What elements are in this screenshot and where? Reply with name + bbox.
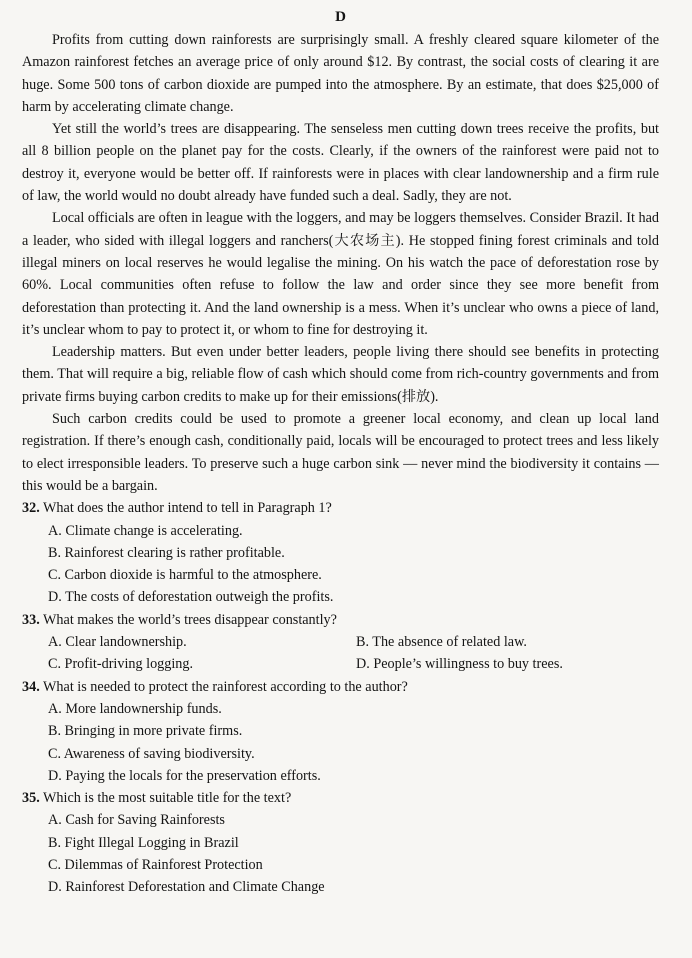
question-stem: What does the author intend to tell in Paragraph 1? xyxy=(43,500,332,517)
paragraph-1: Profits from cutting down rainforests are surprisingly small. A freshly cleared square kilometer of the Amazon rainforest fetches an average price of only around $12. By contrast, the social costs of clearing it are huge. Some 500 tons of carbon dioxide are pumped into the atmosphere. By an estimate, that does $25,000 of harm by accelerating climate change. xyxy=(22,32,659,115)
section-letter: D xyxy=(335,9,346,25)
option-d: D. People’s willingness to buy trees. xyxy=(356,656,563,673)
question-34 xyxy=(22,676,659,787)
option-a: A. Climate change is accelerating. xyxy=(48,522,243,539)
option-list xyxy=(22,520,659,609)
option-a: A. More landownership funds. xyxy=(48,700,222,717)
question-stem: What makes the world’s trees disappear constantly? xyxy=(43,611,337,628)
option-c: C. Awareness of saving biodiversity. xyxy=(48,745,255,762)
paragraph-4: Leadership matters. But even under better leaders, people living there should see benefits in protecting them. That will require a big, reliable flow of cash which should come from rich-country governments and from private firms buying carbon credits to make up for their emissions(排放). xyxy=(22,344,659,405)
question-stem: What is needed to protect the rainforest according to the author? xyxy=(43,678,408,695)
option-c: C. Dilemmas of Rainforest Protection xyxy=(48,856,263,873)
option-list xyxy=(22,631,659,676)
option-d: D. Paying the locals for the preservation efforts. xyxy=(48,767,321,784)
option-c: C. Profit-driving logging. xyxy=(48,656,194,673)
paragraph-2: Yet still the world’s trees are disappearing. The senseless men cutting down trees receive the profits, but all 8 billion people on the planet pay for the costs. Clearly, if the owners of the rainforest were paid not to destroy it, everyone would be better off. If rainforests were in places with clear landownership and a firm rule of law, the world would no doubt already have funded such a deal. Sadly, they are not. xyxy=(22,121,659,205)
paragraph-3: Local officials are often in league with the loggers, and may be loggers themselves. Consider Brazil. It had a leader, who sided with illegal loggers and ranchers(大农场主). He stopped fining forest criminals and told illegal miners on local reserves he would legalise the mining. On his watch the pace of deforestation rose by 60%. Local communities often refuse to follow the law and order since they see more benefit from deforestation than protecting it. And the land ownership is a mess. When it’s unclear who owns a piece of land, it’s unclear whom to pay to protect it, or whom to fine for destroying it. xyxy=(22,210,659,338)
option-b: B. Fight Illegal Logging in Brazil xyxy=(48,834,239,851)
question-number: 33. xyxy=(22,611,40,628)
option-b: B. Rainforest clearing is rather profitable. xyxy=(48,544,285,561)
option-b: B. The absence of related law. xyxy=(356,634,527,651)
question-32 xyxy=(22,497,659,608)
paragraph-5: Such carbon credits could be used to promote a greener local economy, and clean up local land registration. If there’s enough cash, conditionally paid, locals will be encouraged to protect trees and less likely to elect irresponsible leaders. To preserve such a huge carbon sink — never mind the biodiversity it contains — this would be a bargain. xyxy=(22,411,659,494)
question-number: 32. xyxy=(22,500,40,517)
option-list xyxy=(22,809,659,898)
question-35 xyxy=(22,787,659,898)
question-stem: Which is the most suitable title for the text? xyxy=(43,790,292,807)
option-a: A. Cash for Saving Rainforests xyxy=(48,812,225,829)
option-a: A. Clear landownership. xyxy=(48,634,187,651)
passage xyxy=(22,29,659,497)
option-list xyxy=(22,698,659,787)
question-33 xyxy=(22,609,659,676)
option-d: D. The costs of deforestation outweigh the profits. xyxy=(48,589,334,606)
option-d: D. Rainforest Deforestation and Climate Change xyxy=(48,879,325,896)
question-number: 35. xyxy=(22,790,40,807)
option-c: C. Carbon dioxide is harmful to the atmosphere. xyxy=(48,567,322,584)
option-b: B. Bringing in more private firms. xyxy=(48,723,243,740)
questions xyxy=(22,497,659,898)
question-number: 34. xyxy=(22,678,40,695)
